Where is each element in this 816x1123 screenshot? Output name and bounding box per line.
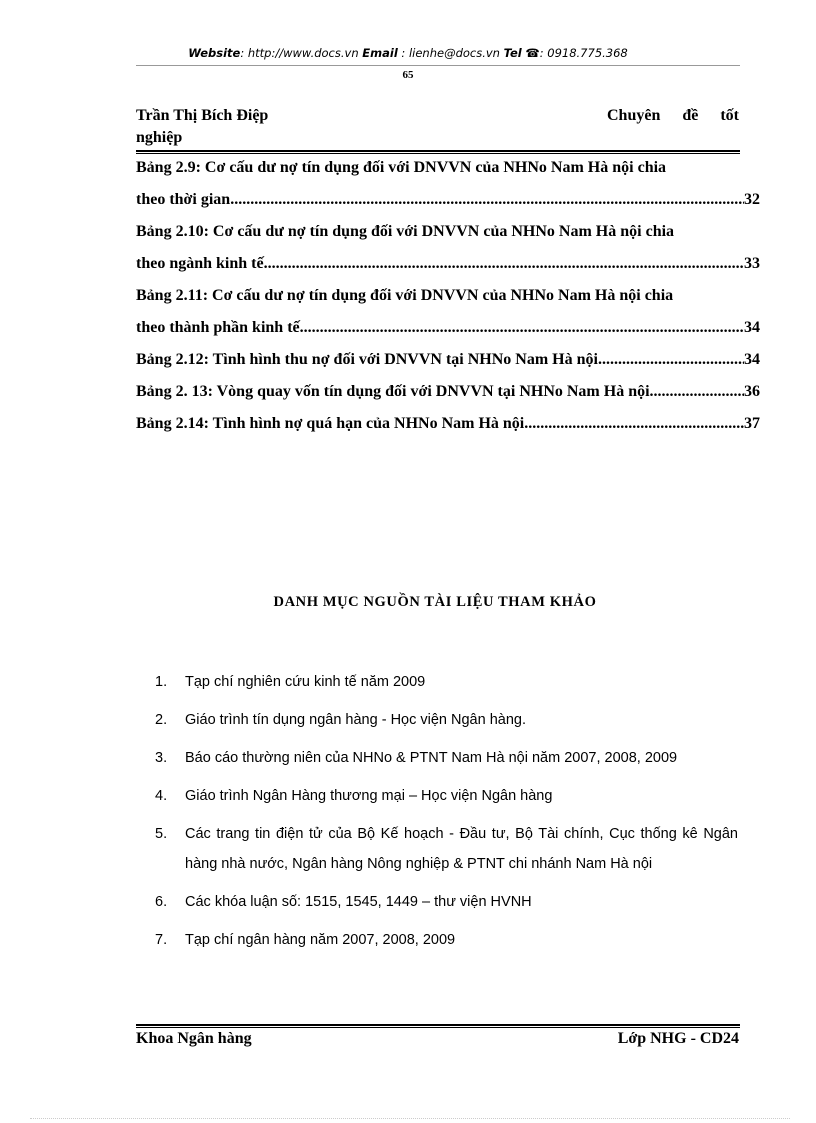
toc-entry-text: theo thành phần kinh tế	[136, 319, 300, 336]
toc-entry-text: theo ngành kinh tế	[136, 255, 264, 272]
reference-text: Giáo trình tín dụng ngân hàng - Học viện Ngân hàng.	[185, 712, 526, 728]
reference-item	[155, 667, 738, 697]
toc-leader-dots	[524, 408, 744, 440]
table-list	[136, 152, 760, 440]
reference-text: Các khóa luận số: 1515, 1545, 1449 – thư viện HVNH	[185, 894, 532, 910]
toc-page-number: 32	[744, 191, 760, 208]
reference-number: 1.	[155, 674, 168, 690]
toc-entry-title: Bảng 2.11: Cơ cấu dư nợ tín dụng đối với DNVVN của NHNo Nam Hà nội chia	[136, 287, 674, 304]
email-label: Email	[362, 46, 398, 60]
page-number: 65	[402, 69, 414, 81]
toc-entry[interactable]	[136, 408, 760, 440]
reference-item	[155, 781, 738, 811]
toc-entry[interactable]	[136, 216, 760, 280]
reference-item	[155, 925, 738, 955]
reference-number: 3.	[155, 750, 168, 766]
reference-text: Các trang tin điện tử của Bộ Kế hoạch - Đầu tư, Bộ Tài chính, Cục thống kê Ngân hàng nhà nước, Ngân hàng Nông nghiệp & PTNT chi nhánh Nam Hà nội	[185, 826, 738, 872]
reference-number: 2.	[155, 712, 168, 728]
topic-continuation: nghiệp	[136, 129, 183, 146]
toc-entry-text: Bảng 2.12: Tình hình thu nợ đối với DNVVN tại NHNo Nam Hà nội	[136, 351, 598, 368]
reference-item	[155, 743, 738, 773]
reference-text: Báo cáo thường niên của NHNo & PTNT Nam Hà nội năm 2007, 2008, 2009	[185, 750, 678, 766]
tel-label: Tel	[503, 46, 522, 60]
email-value[interactable]: : lienhe@docs.vn	[401, 46, 500, 60]
reference-text: Tạp chí nghiên cứu kinh tế năm 2009	[185, 674, 426, 690]
toc-entry-text: Bảng 2.14: Tình hình nợ quá hạn của NHNo Nam Hà nội	[136, 415, 525, 432]
footer-divider	[136, 1024, 740, 1026]
toc-leader-dots	[300, 312, 744, 344]
toc-entry-line	[136, 344, 760, 376]
toc-entry[interactable]	[136, 280, 760, 344]
footer-class: Lớp NHG - CD24	[617, 1030, 739, 1047]
toc-page-number: 36	[744, 383, 760, 400]
toc-leader-dots	[598, 344, 744, 376]
tel-value: : 0918.775.368	[539, 46, 628, 60]
header-topic: Chuyên đề tốt	[606, 107, 739, 124]
reference-item	[155, 887, 738, 917]
toc-entry[interactable]	[136, 344, 760, 376]
reference-number: 4.	[155, 788, 168, 804]
page-bottom-border	[30, 1118, 790, 1119]
toc-page-number: 34	[744, 319, 760, 336]
toc-page-number: 33	[744, 255, 760, 272]
reference-number: 6.	[155, 894, 168, 910]
top-divider	[136, 65, 740, 66]
references-list	[155, 667, 738, 963]
toc-page-number: 37	[744, 415, 760, 432]
toc-entry-title: Bảng 2.9: Cơ cấu dư nợ tín dụng đối với DNVVN của NHNo Nam Hà nội chia	[136, 159, 667, 176]
header-author	[136, 105, 268, 149]
toc-entry-line	[136, 248, 760, 280]
website-label: Website	[188, 46, 241, 60]
toc-leader-dots	[264, 248, 744, 280]
toc-page-number: 34	[744, 351, 760, 368]
telephone-icon: ☎	[525, 46, 540, 60]
author-name: Trần Thị Bích Điệp	[136, 107, 269, 124]
toc-entry-text: Bảng 2. 13: Vòng quay vốn tín dụng đối với DNVVN tại NHNo Nam Hà nội	[136, 383, 650, 400]
footer-department: Khoa Ngân hàng	[136, 1030, 252, 1047]
website-value[interactable]: : http://www.docs.vn	[240, 46, 359, 60]
toc-leader-dots	[650, 376, 744, 408]
toc-entry-line	[136, 408, 760, 440]
toc-entry-line	[136, 376, 760, 408]
toc-leader-dots	[230, 184, 744, 216]
reference-number: 5.	[155, 826, 168, 842]
reference-text: Tạp chí ngân hàng năm 2007, 2008, 2009	[185, 932, 456, 948]
website-banner	[0, 46, 816, 60]
reference-item	[155, 705, 738, 735]
toc-entry-title: Bảng 2.10: Cơ cấu dư nợ tín dụng đối với DNVVN của NHNo Nam Hà nội chia	[136, 223, 675, 240]
toc-entry-line	[136, 312, 760, 344]
toc-entry[interactable]	[136, 152, 760, 216]
toc-entry-text: theo thời gian	[136, 191, 231, 208]
reference-item	[155, 819, 738, 879]
toc-entry[interactable]	[136, 376, 760, 408]
toc-entry-line	[136, 184, 760, 216]
references-title: DANH MỤC NGUỒN TÀI LIỆU THAM KHẢO	[273, 594, 597, 610]
reference-text: Giáo trình Ngân Hàng thương mại – Học viện Ngân hàng	[185, 788, 553, 804]
reference-number: 7.	[155, 932, 168, 948]
footer-divider-thin	[136, 1027, 740, 1028]
